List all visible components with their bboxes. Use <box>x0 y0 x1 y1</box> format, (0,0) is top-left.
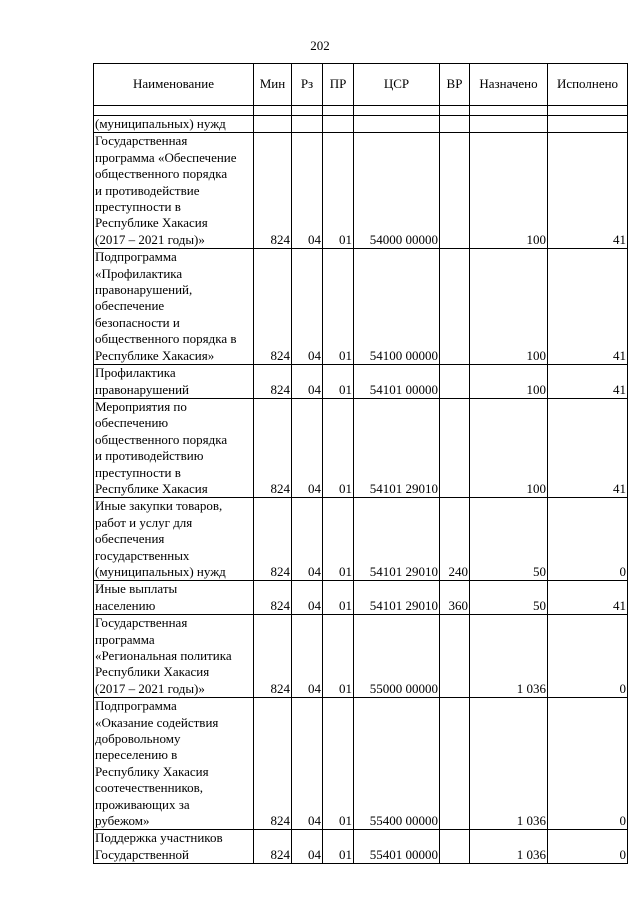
row-csr-cell: 54101 29010 <box>354 498 440 581</box>
table-row <box>94 365 628 399</box>
row-csr-cell: 54101 00000 <box>354 365 440 399</box>
row-csr-cell: 54000 00000 <box>354 133 440 249</box>
row-pr-cell: 01 <box>323 698 354 830</box>
table-row <box>94 398 628 497</box>
row-vr-cell: 360 <box>440 581 470 615</box>
row-name-cell: Иные выплаты населению <box>94 581 254 615</box>
row-vr-cell <box>440 830 470 864</box>
row-nazn-cell <box>470 116 548 133</box>
row-name-cell: Иные закупки товаров, работ и услуг для обеспечения государственных (муниципальных) нужд <box>94 498 254 581</box>
row-pr-cell: 01 <box>323 133 354 249</box>
row-pr-cell <box>323 116 354 133</box>
row-name-cell: Мероприятия по обеспечению общественного порядка и противодействию преступности в Республике Хакасия <box>94 398 254 497</box>
page-number: 202 <box>310 38 330 53</box>
row-nazn-cell: 1 036 <box>470 615 548 698</box>
row-csr-cell: 55400 00000 <box>354 698 440 830</box>
row-rz-cell: 04 <box>292 830 323 864</box>
header-isp: Исполнено <box>548 64 628 106</box>
row-min-cell: 824 <box>254 698 292 830</box>
row-name-cell: Государственная программа «Региональная политика Республики Хакасия (2017 – 2021 годы)» <box>94 615 254 698</box>
header-name: Наименование <box>94 64 254 106</box>
row-isp-cell: 41 <box>548 249 628 365</box>
row-nazn-cell: 100 <box>470 249 548 365</box>
row-vr-cell <box>440 698 470 830</box>
table-row <box>94 498 628 581</box>
row-name-cell: Государственная программа «Обеспечение общественного порядка и противодействие преступности в Республике Хакасия (2017 – 2021 годы)» <box>94 133 254 249</box>
row-nazn-cell: 100 <box>470 365 548 399</box>
row-pr-cell: 01 <box>323 581 354 615</box>
row-nazn-cell: 100 <box>470 133 548 249</box>
row-vr-cell <box>440 365 470 399</box>
row-vr-cell <box>440 615 470 698</box>
row-csr-cell: 55401 00000 <box>354 830 440 864</box>
table-row <box>94 116 628 133</box>
row-vr-cell: 240 <box>440 498 470 581</box>
row-isp-cell: 0 <box>548 698 628 830</box>
row-vr-cell <box>440 133 470 249</box>
row-csr-cell: 54101 29010 <box>354 581 440 615</box>
row-isp-cell: 41 <box>548 398 628 497</box>
table-row <box>94 830 628 864</box>
row-rz-cell: 04 <box>292 581 323 615</box>
row-csr-cell: 54100 00000 <box>354 249 440 365</box>
row-rz-cell: 04 <box>292 365 323 399</box>
budget-table <box>93 63 628 864</box>
row-nazn-cell: 100 <box>470 398 548 497</box>
row-min-cell: 824 <box>254 133 292 249</box>
row-min-cell: 824 <box>254 830 292 864</box>
row-min-cell: 824 <box>254 615 292 698</box>
row-isp-cell: 0 <box>548 498 628 581</box>
row-min-cell: 824 <box>254 249 292 365</box>
header-min: Мин <box>254 64 292 106</box>
row-vr-cell <box>440 398 470 497</box>
row-min-cell: 824 <box>254 365 292 399</box>
row-min-cell: 824 <box>254 581 292 615</box>
row-nazn-cell: 1 036 <box>470 698 548 830</box>
header-csr: ЦСР <box>354 64 440 106</box>
row-min-cell <box>254 116 292 133</box>
row-csr-cell: 55000 00000 <box>354 615 440 698</box>
table-row <box>94 698 628 830</box>
row-pr-cell: 01 <box>323 365 354 399</box>
table-row <box>94 581 628 615</box>
row-pr-cell: 01 <box>323 830 354 864</box>
header-rz: Рз <box>292 64 323 106</box>
row-name-cell: Профилактика правонарушений <box>94 365 254 399</box>
row-min-cell: 824 <box>254 498 292 581</box>
row-nazn-cell: 50 <box>470 581 548 615</box>
row-rz-cell: 04 <box>292 698 323 830</box>
row-vr-cell <box>440 249 470 365</box>
row-csr-cell: 54101 29010 <box>354 398 440 497</box>
row-isp-cell: 41 <box>548 133 628 249</box>
header-row <box>94 64 628 106</box>
row-csr-cell <box>354 116 440 133</box>
row-isp-cell: 0 <box>548 615 628 698</box>
row-name-cell: Подпрограмма «Профилактика правонарушений, обеспечение безопасности и общественного порядка в Республике Хакасия» <box>94 249 254 365</box>
row-pr-cell: 01 <box>323 498 354 581</box>
row-nazn-cell: 50 <box>470 498 548 581</box>
row-rz-cell: 04 <box>292 398 323 497</box>
row-pr-cell: 01 <box>323 398 354 497</box>
row-pr-cell: 01 <box>323 615 354 698</box>
table-body <box>94 116 628 864</box>
header-pr: ПР <box>323 64 354 106</box>
row-nazn-cell: 1 036 <box>470 830 548 864</box>
table-row <box>94 249 628 365</box>
row-rz-cell: 04 <box>292 133 323 249</box>
row-name-cell: (муниципальных) нужд <box>94 116 254 133</box>
table-row <box>94 133 628 249</box>
header-nazn: Назначено <box>470 64 548 106</box>
row-isp-cell: 41 <box>548 581 628 615</box>
row-isp-cell <box>548 116 628 133</box>
row-isp-cell: 41 <box>548 365 628 399</box>
row-name-cell: Поддержка участников Государственной <box>94 830 254 864</box>
row-name-cell: Подпрограмма «Оказание содействия добровольному переселению в Республику Хакасия соотечественников, проживающих за рубежом» <box>94 698 254 830</box>
table-row <box>94 615 628 698</box>
row-min-cell: 824 <box>254 398 292 497</box>
row-vr-cell <box>440 116 470 133</box>
row-rz-cell: 04 <box>292 615 323 698</box>
row-rz-cell <box>292 116 323 133</box>
spacer-row <box>94 106 628 116</box>
header-vr: ВР <box>440 64 470 106</box>
row-isp-cell: 0 <box>548 830 628 864</box>
row-pr-cell: 01 <box>323 249 354 365</box>
row-rz-cell: 04 <box>292 249 323 365</box>
row-rz-cell: 04 <box>292 498 323 581</box>
